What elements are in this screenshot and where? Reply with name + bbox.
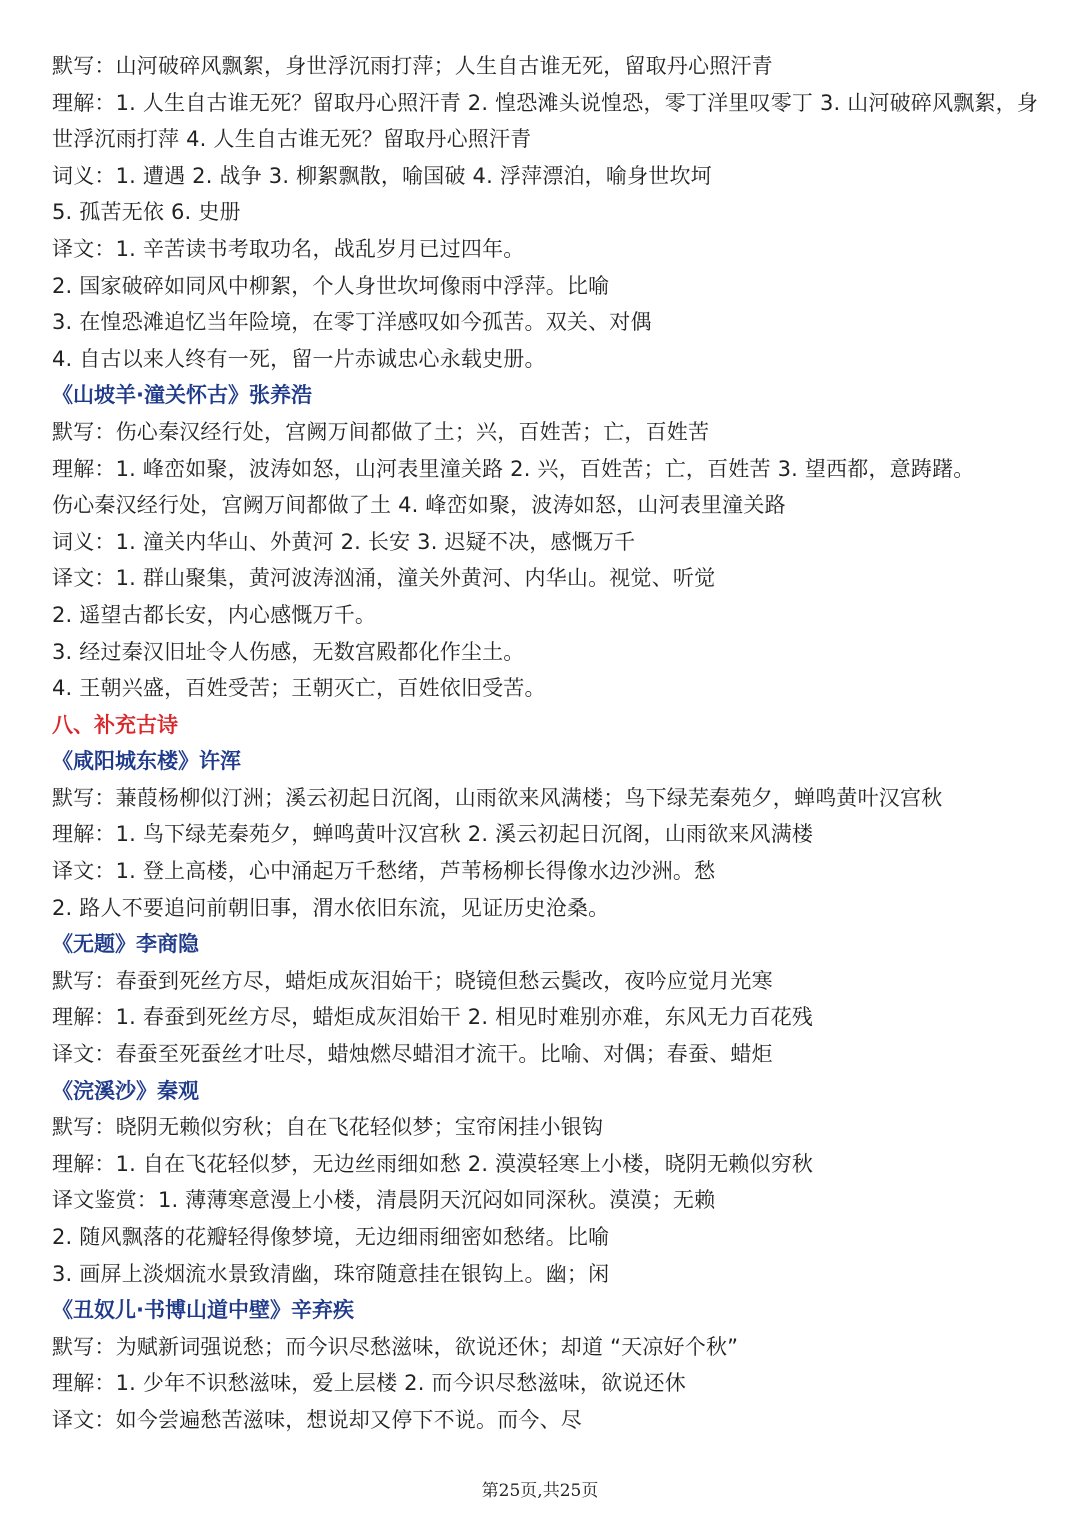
- line-6: 3. 在惶恐滩追忆当年险境，在零丁洋感叹如今孤苦。双关、对偶: [52, 310, 652, 335]
- line-7: 4. 自古以来人终有一死，留一片赤诚忠心永载史册。: [52, 346, 546, 371]
- poem-heading-xianyang: 《咸阳城东楼》许浑: [52, 749, 241, 774]
- line-21: 译文：1. 登上高楼，心中涌起万千愁绪，芦苇杨柳长得像水边沙洲。愁: [52, 859, 716, 884]
- line-20: 理解：1. 鸟下绿芜秦苑夕，蝉鸣黄叶汉宫秋 2. 溪云初起日沉阁，山雨欲来风满楼: [52, 822, 814, 847]
- line-3: 5. 孤苦无依 6. 史册: [52, 200, 241, 225]
- line-5: 2. 国家破碎如同风中柳絮，个人身世坎坷像雨中浮萍。比喻: [52, 273, 610, 298]
- line-31: 2. 随风飘落的花瓣轻得像梦境，无边细雨细密如愁绪。比喻: [52, 1225, 610, 1249]
- line-4: 译文：1. 辛苦读书考取功名，战乱岁月已过四年。: [52, 236, 525, 261]
- line-29: 理解：1. 自在飞花轻似梦，无边丝雨细如愁 2. 漠漠轻寒上小楼，晓阴无赖似穷秋: [52, 1151, 814, 1176]
- line-35: 理解：1. 少年不识愁滋味，爱上层楼 2. 而今识尽愁滋味，欲说还休: [52, 1371, 686, 1396]
- line-2: 词义：1. 遭遇 2. 战争 3. 柳絮飘散，喻国破 4. 浮萍漂泊，喻身世坎坷: [52, 163, 712, 188]
- line-10: 理解：1. 峰峦如聚，波涛如怒，山河表里潼关路 2. 兴，百姓苦；亡，百姓苦 3. 望西都，意踌躇。: [52, 456, 975, 481]
- line-32: 3. 画屏上淡烟流水景致清幽，珠帘随意挂在银钩上。幽；闲: [52, 1261, 610, 1286]
- line-22: 2. 路人不要追问前朝旧事，渭水依旧东流，见证历史沧桑。: [52, 895, 610, 920]
- line-14: 2. 遥望古都长安，内心感慨万千。: [52, 602, 377, 627]
- line-16: 4. 王朝兴盛，百姓受苦；王朝灭亡，百姓依旧受苦。: [52, 676, 546, 701]
- line-19: 默写：蒹葭杨柳似汀洲；溪云初起日沉阁，山雨欲来风满楼；鸟下绿芜秦苑夕，蝉鸣黄叶汉宫秋: [52, 785, 943, 810]
- section-heading-supplementary-poems: 八、补充古诗: [52, 712, 178, 737]
- line-28: 默写：晓阴无赖似穷秋；自在飞花轻似梦；宝帘闲挂小银钩: [52, 1115, 604, 1140]
- line-15: 3. 经过秦汉旧址令人伤感，无数宫殿都化作尘土。: [52, 639, 525, 664]
- poem-heading-huanxisha: 《浣溪沙》秦观: [52, 1078, 199, 1103]
- poem-heading-shanpoyang: 《山坡羊·潼关怀古》张养浩: [52, 383, 312, 408]
- line-12: 词义：1. 潼关内华山、外黄河 2. 长安 3. 迟疑不决，感慨万千: [52, 529, 636, 554]
- line-11: 伤心秦汉经行处，宫阙万间都做了土 4. 峰峦如聚，波涛如怒，山河表里潼关路: [52, 493, 786, 518]
- line-25: 理解：1. 春蚕到死丝方尽，蜡炬成灰泪始干 2. 相见时难别亦难，东风无力百花残: [52, 1005, 814, 1030]
- line-36: 译文：如今尝遍愁苦滋味，想说却又停下不说。而今、尽: [52, 1407, 582, 1432]
- line-24: 默写：春蚕到死丝方尽，蜡炬成灰泪始干；晓镜但愁云鬓改，夜吟应觉月光寒: [52, 968, 773, 993]
- line-9: 默写：伤心秦汉经行处，宫阙万间都做了土；兴，百姓苦；亡，百姓苦: [52, 419, 710, 444]
- poem-heading-wuti: 《无题》李商隐: [52, 932, 199, 957]
- page-number-footer: 第25页,共25页: [481, 1481, 599, 1501]
- line-34: 默写：为赋新词强说愁；而今识尽愁滋味，欲说还休；却道 “天凉好个秋”: [52, 1334, 739, 1359]
- poem-heading-chounuer: 《丑奴儿·书博山道中壁》辛弃疾: [52, 1298, 354, 1323]
- line-0: 默写：山河破碎风飘絮，身世浮沉雨打萍；人生自古谁无死，留取丹心照汗青: [52, 54, 773, 78]
- line-26: 译文：春蚕至死蚕丝才吐尽，蜡烛燃尽蜡泪才流干。比喻、对偶；春蚕、蜡炬: [52, 1042, 773, 1067]
- line-30: 译文鉴赏：1. 薄薄寒意漫上小楼，清晨阴天沉闷如同深秋。漠漠；无赖: [52, 1188, 716, 1213]
- document-page: [52, 48, 1044, 1439]
- line-1: 理解：1. 人生自古谁无死？留取丹心照汗青 2. 惶恐滩头说惶恐，零丁洋里叹零丁 3. 山河破碎风飘絮，身世浮沉雨打萍 4. 人生自古谁无死？留取丹心照汗青: [52, 90, 1039, 152]
- line-13: 译文：1. 群山聚集，黄河波涛汹涌，潼关外黄河、内华山。视觉、听觉: [52, 566, 716, 591]
